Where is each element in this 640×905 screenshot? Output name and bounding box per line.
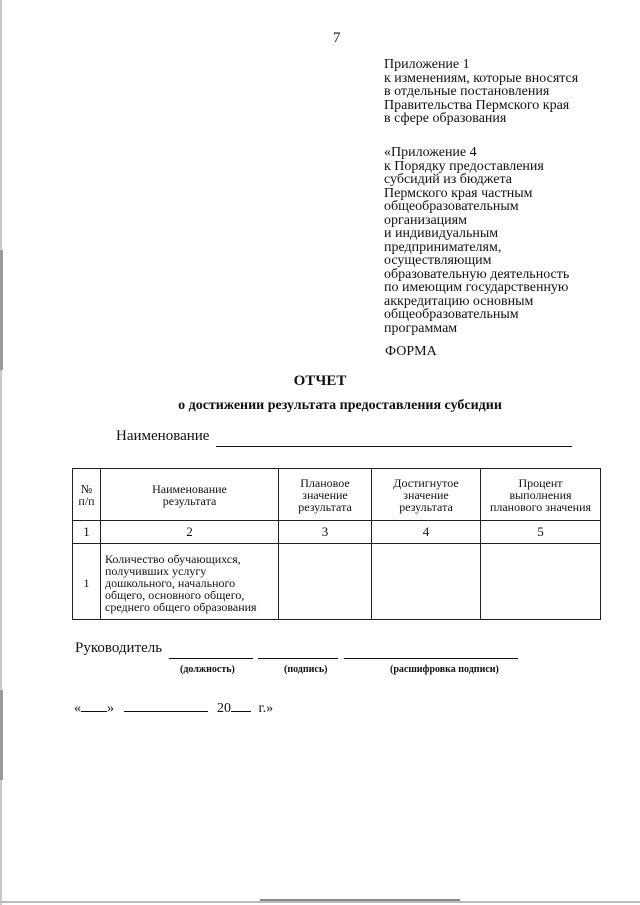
signature-caption: (подпись) [284, 664, 328, 675]
column-number: 4 [372, 521, 481, 544]
header-text: результата [399, 499, 453, 514]
position-caption: (должность) [180, 664, 235, 675]
header-text: п/п [78, 493, 95, 508]
day-blank[interactable] [81, 700, 107, 712]
document-subtitle: о достижении результата предоставления субсидии [178, 398, 502, 413]
report-table [72, 468, 601, 620]
header-text: № [80, 481, 93, 496]
appendix-1-block [384, 58, 634, 126]
appendix-4-block [384, 146, 634, 335]
header-cell-achieved [372, 469, 481, 521]
page-number: 7 [333, 30, 341, 46]
column-number: 2 [101, 521, 279, 544]
month-blank[interactable] [124, 700, 208, 712]
row-percent-cell[interactable] [481, 544, 601, 620]
appendix-4-line: к Порядку предоставления [384, 158, 544, 174]
year-suffix: г.» [258, 701, 274, 716]
appendix-1-line: Правительства Пермского края [384, 97, 570, 113]
row-achieved-value-cell[interactable] [372, 544, 481, 620]
name-fill-line[interactable] [216, 446, 572, 447]
column-number-row [73, 521, 601, 544]
signature-decoding-line[interactable] [344, 658, 518, 659]
appendix-4-line: организациям [384, 212, 467, 228]
row-result-line: общего, основного общего, [105, 588, 245, 602]
header-text: планового значения [489, 499, 592, 514]
position-line[interactable] [169, 658, 253, 659]
appendix-4-line: осуществляющим [384, 253, 492, 268]
appendix-4-line: «Приложение 4 [384, 145, 477, 160]
column-number: 5 [481, 521, 601, 544]
appendix-4-line: и индивидуальным [384, 226, 499, 241]
scan-bottom-edge-mark [260, 899, 460, 901]
appendix-4-line: общеобразовательным [384, 199, 519, 214]
appendix-4-line: по имеющим государственную [384, 280, 569, 295]
header-text: Процент [518, 475, 563, 490]
appendix-4-line: предпринимателям, [384, 239, 502, 255]
date-line [74, 700, 273, 717]
appendix-1-line: Приложение 1 [384, 57, 470, 72]
scan-left-edge-mark [0, 250, 3, 370]
row-result-line: Количество обучающихся, [105, 552, 241, 566]
row-result-line: среднего общего образования [105, 600, 257, 614]
row-result-name [101, 544, 279, 620]
scan-bottom-edge [0, 901, 640, 903]
row-result-line: дошкольного, начального [105, 576, 236, 590]
header-text: результата [298, 499, 352, 514]
name-label: Наименование [116, 428, 210, 444]
appendix-4-line: образовательную деятельность [384, 266, 570, 282]
header-cell-percent [481, 469, 601, 521]
column-number: 1 [73, 521, 101, 544]
header-cell-result-name [101, 469, 279, 521]
table-header-row [73, 469, 601, 521]
header-cell-number [73, 469, 101, 521]
form-label: ФОРМА [385, 344, 437, 359]
date-close-quote: » [107, 701, 114, 716]
header-text: значение [403, 487, 449, 502]
header-text: значение [302, 487, 348, 502]
header-cell-planned [279, 469, 372, 521]
appendix-1-line: в отдельные постановления [384, 84, 550, 99]
appendix-4-line: общеобразовательным [384, 307, 519, 322]
row-planned-value-cell[interactable] [279, 544, 372, 620]
appendix-1-line: в сфере образования [384, 111, 507, 126]
appendix-1-line: к изменениям, которые вносятся [384, 70, 579, 86]
signature-label: Руководитель [75, 640, 163, 656]
table-row [73, 544, 601, 620]
decoding-caption: (расшифровка подписи) [390, 664, 499, 675]
row-number: 1 [73, 544, 101, 620]
column-number: 3 [279, 521, 372, 544]
year-prefix: 20 [217, 701, 231, 716]
appendix-4-line: аккредитацию основным [384, 293, 534, 309]
document-title: ОТЧЕТ [293, 373, 347, 389]
header-text: результата [162, 493, 217, 508]
year-blank[interactable] [231, 700, 251, 712]
header-text: выполнения [509, 487, 572, 502]
date-open-quote: « [74, 701, 81, 716]
scan-left-edge-mark [0, 690, 3, 780]
appendix-4-line: субсидий из бюджета [384, 172, 513, 187]
row-result-line: получивших услугу [105, 564, 207, 578]
signature-line[interactable] [258, 658, 338, 659]
header-text: Наименование [152, 481, 227, 496]
appendix-4-line: Пермского края частным [384, 185, 533, 201]
appendix-4-line: программам [384, 320, 458, 336]
header-text: Достигнутое [393, 475, 459, 490]
header-text: Плановое [300, 475, 350, 490]
